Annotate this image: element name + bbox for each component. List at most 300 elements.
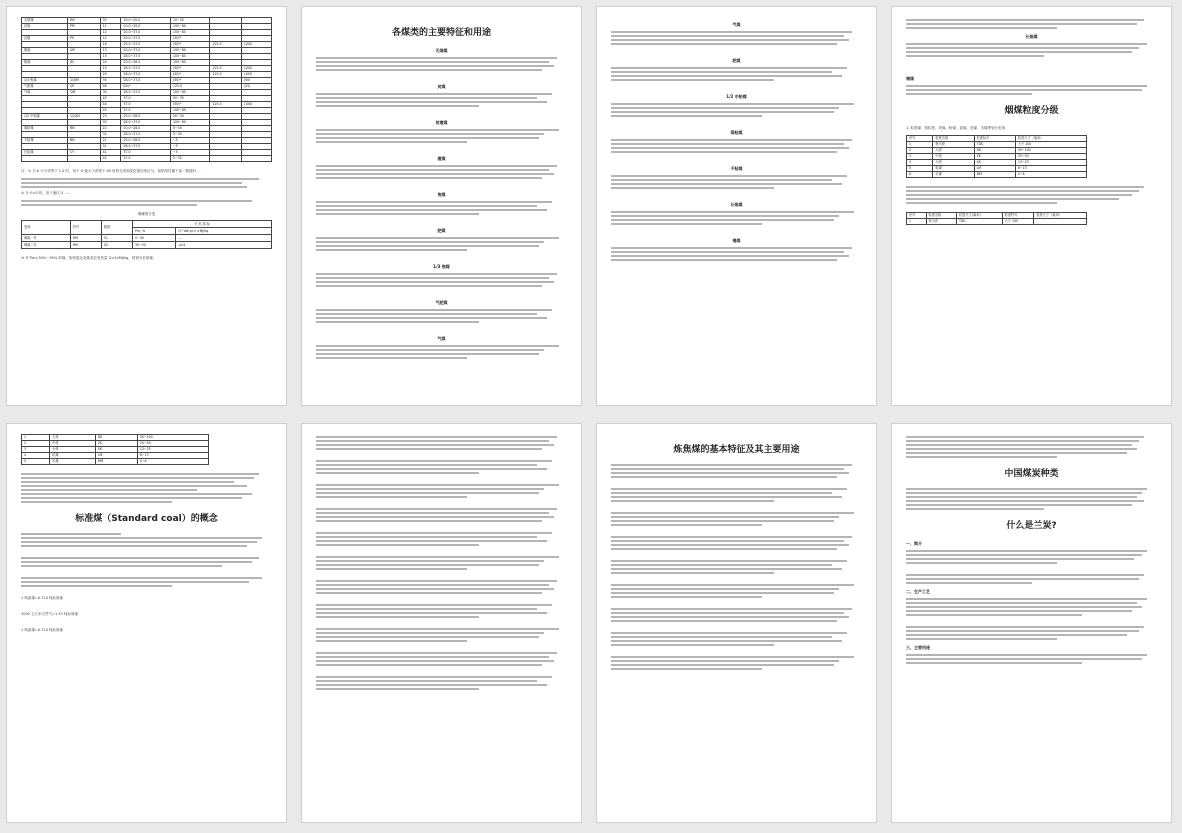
table-cell: ᐧ28.0~37.0 <box>120 144 170 150</box>
section-heading: 三、主要用途 <box>906 645 930 650</box>
table-cell <box>241 156 271 162</box>
text-line <box>316 484 559 486</box>
table-cell: 长焰煤 <box>22 150 68 156</box>
text-line <box>316 209 547 211</box>
page-7-title: 炼焦煤的基本特征及其主要用途 <box>673 445 800 455</box>
table-cell: (50)* <box>120 84 170 90</box>
table-cell: 大块 <box>933 148 974 154</box>
text-line <box>611 584 854 586</box>
table-cell: 大于 100 <box>1002 219 1034 225</box>
table-cell: 45 <box>100 108 120 114</box>
text-line <box>316 560 544 562</box>
table-cell: 1 <box>907 219 927 225</box>
text-line <box>316 688 479 690</box>
text-line <box>316 520 542 522</box>
table-cell: 25~50 <box>137 441 208 447</box>
text-line <box>611 183 842 185</box>
text-line <box>611 175 847 177</box>
text-line <box>611 620 837 622</box>
conversion-line: 1 吨原煤=0.714 吨标准煤 <box>21 628 63 632</box>
text-line <box>611 588 839 590</box>
text-line <box>316 592 542 594</box>
note-1: 注：① 当 b 小于或等于 1.0 时，用于 G 值大于或等于 85 时的分类和变化情况来区分，如粘结性属于某一数值时 ... <box>21 169 201 173</box>
text-line <box>316 69 542 71</box>
table-cell: 14 <box>100 36 120 42</box>
table-header-cell: 序号 <box>907 213 927 219</box>
table-cell: TDK <box>956 219 1002 225</box>
table-cell: MM <box>95 459 137 465</box>
page-5 <box>6 423 287 823</box>
cell: HM <box>70 235 101 242</box>
section-heading: 长焰煤 <box>1025 34 1038 39</box>
section-heading: 褐煤 <box>906 76 914 81</box>
table-cell: ᐧ20.0~28.0 <box>120 126 170 132</box>
table-cell: LM <box>95 453 137 459</box>
text-line <box>611 31 852 33</box>
text-line <box>316 628 559 630</box>
text-line <box>316 568 467 570</box>
text-line <box>316 564 539 566</box>
table-cell: (100) <box>241 72 271 78</box>
text-line <box>316 105 479 107</box>
cell: 30~50 <box>133 242 176 249</box>
table-cell: (100) <box>241 102 271 108</box>
table-cell: 3 <box>907 154 933 160</box>
table-cell: ᐧ10.0~20.0 <box>120 24 170 30</box>
text-line <box>316 684 547 686</box>
text-line <box>316 604 552 606</box>
table-cell: (100) <box>241 66 271 72</box>
text-line <box>611 644 774 646</box>
table-cell: (50)* <box>170 102 210 108</box>
table-header-cell: 粒度名称 <box>933 136 974 142</box>
text-line <box>316 205 537 207</box>
table-cell: PS <box>67 36 100 42</box>
page-2 <box>301 6 582 406</box>
text-line <box>611 179 832 181</box>
text-line <box>316 436 557 438</box>
table-cell: 6 <box>907 172 933 178</box>
text-line <box>611 43 837 45</box>
text-line <box>611 143 844 145</box>
text-line <box>611 568 842 570</box>
table-cell: 无烟煤 <box>22 18 68 24</box>
section-heading: 一、简介 <box>906 541 922 546</box>
page-7-body <box>611 464 862 678</box>
text-line <box>316 173 554 175</box>
text-line <box>316 676 552 678</box>
table-cell: TDK <box>974 142 1015 148</box>
table-cell: BN <box>67 138 100 144</box>
text-line <box>611 668 762 670</box>
table-cell: 11 <box>100 24 120 30</box>
page-4-intro: 1. 粒度煤：按粒度、块煤、粉煤、混煤、洗煤、末煤等划分类别： <box>906 126 1009 130</box>
table-cell: 50~100 <box>137 435 208 441</box>
section-heading: 褐煤 <box>732 238 741 243</box>
table-cell: 5~30 <box>170 132 210 138</box>
text-line <box>316 656 549 658</box>
text-line <box>316 588 554 590</box>
text-line <box>316 512 549 514</box>
text-line <box>316 448 542 450</box>
table-cell: ᐧ20.0~28.0 <box>120 60 170 66</box>
text-line <box>611 596 762 598</box>
text-line <box>316 169 549 171</box>
table-cell: 43 <box>100 96 120 102</box>
table-cell: (100) <box>241 42 271 48</box>
table-cell: ~5 <box>170 138 210 144</box>
text-line <box>316 492 539 494</box>
table-cell: PM <box>67 24 100 30</box>
page-6-body <box>316 436 567 698</box>
table-cell: 21 <box>100 138 120 144</box>
note-2: ② 分 G=0 时，用 f 值区分…… <box>21 191 71 195</box>
text-line <box>611 616 849 618</box>
text-line <box>611 255 849 257</box>
size-grade-table <box>906 135 1087 178</box>
table-cell: ᐧ20.0~28.0 <box>120 138 170 144</box>
table-cell: ᐧ28.0~37.0 <box>120 132 170 138</box>
table-cell: 50~100 <box>1015 148 1086 154</box>
text-line <box>316 580 557 582</box>
section-heading: 肥煤 <box>437 228 446 233</box>
text-line <box>316 93 552 95</box>
table-cell: 1/2ZN <box>67 114 100 120</box>
text-line <box>611 39 849 41</box>
table-cell: 50~30 <box>170 114 210 120</box>
text-line <box>611 540 844 542</box>
text-line <box>611 664 834 666</box>
table-cell: QM <box>67 90 100 96</box>
text-line <box>316 65 554 67</box>
table-cell: ZK <box>95 441 137 447</box>
cell: 52 <box>101 242 132 249</box>
table-cell <box>67 156 100 162</box>
table-cell: 气煤 <box>22 90 68 96</box>
table-cell: (50)* <box>170 36 210 42</box>
table-cell: 末煤 <box>50 459 96 465</box>
table-header-cell: 粒度尺寸（毫米） <box>1034 213 1086 219</box>
text-line <box>611 211 854 213</box>
table-cell: 特大块 <box>926 219 956 225</box>
section-heading: 贫瘦煤 <box>435 120 448 125</box>
table-cell: 中块 <box>50 441 96 447</box>
table-row <box>22 459 209 465</box>
th-q: Q^daf gr,v ×MJ/kg <box>176 228 272 235</box>
text-line <box>611 187 774 189</box>
table-cell: LM <box>974 166 1015 172</box>
cell: ≤24 <box>176 242 272 249</box>
text-line <box>316 345 559 347</box>
text-line <box>316 660 554 662</box>
page-2-title: 各煤类的主要特征和用途 <box>391 28 491 38</box>
table-cell: ᐧ20.0~37.0 <box>120 42 170 48</box>
section-heading: 无烟煤 <box>435 48 448 53</box>
text-line <box>611 215 839 217</box>
text-line <box>316 101 547 103</box>
table-cell: 特大块 <box>933 142 974 148</box>
table-cell: ~5 <box>170 150 210 156</box>
text-line <box>611 139 852 141</box>
text-line <box>316 664 542 666</box>
table-cell: (50)* <box>170 66 210 72</box>
table-cell: 弱粘煤 <box>22 126 68 132</box>
table-cell: XK <box>974 160 1015 166</box>
cell: 0~30 <box>133 235 176 242</box>
lignite-caption: 褐煤的分类 <box>137 212 156 216</box>
conversion-line: 1 吨原煤=0.714 吨标准煤 <box>21 596 63 600</box>
section-heading: 贫煤 <box>437 84 446 89</box>
text-line <box>611 592 834 594</box>
table-cell: (50)* <box>170 42 210 48</box>
table-cell: 100~80 <box>170 54 210 60</box>
section-heading: 二、生产工艺 <box>906 589 930 594</box>
table-cell: 125.0 <box>210 72 241 78</box>
table-cell: 5 <box>22 459 50 465</box>
page-7 <box>596 423 877 823</box>
text-line <box>611 79 774 81</box>
table-cell: (50)* <box>170 78 210 84</box>
page-3 <box>596 6 877 406</box>
table-cell: 1 <box>22 435 50 441</box>
text-line <box>611 476 837 478</box>
text-line <box>611 75 842 77</box>
lignite-table <box>21 220 272 249</box>
table-cell: 33 <box>100 120 120 126</box>
table-cell: 32 <box>100 132 120 138</box>
table-cell: ᐧ37.0 <box>120 150 170 156</box>
table-cell: 焦煤 <box>22 60 68 66</box>
text-line <box>316 249 467 251</box>
table-cell: 5 <box>907 166 933 172</box>
page-8-title-2: 什么是兰炭? <box>1006 521 1057 531</box>
text-line <box>611 656 854 658</box>
text-line <box>316 516 554 518</box>
table-cell: 13~25 <box>137 447 208 453</box>
table-cell: ᐧ20.0~37.0 <box>120 48 170 54</box>
text-line <box>316 353 539 355</box>
page-8 <box>891 423 1172 823</box>
table-cell: 贫瘦 <box>22 36 68 42</box>
table-cell: 100~80 <box>170 90 210 96</box>
section-heading: 1/3 焦煤 <box>433 264 450 269</box>
table-cell: 1 <box>907 142 933 148</box>
text-line <box>611 151 837 153</box>
table-cell: 5~35 <box>170 156 210 162</box>
table-cell: 12 <box>100 30 120 36</box>
text-line <box>316 97 537 99</box>
table-cell: 小块 <box>50 447 96 453</box>
table-cell <box>22 156 68 162</box>
table-header-cell: 粒度标号 <box>974 136 1015 142</box>
text-line <box>611 147 849 149</box>
table-cell: 贫煤 <box>22 24 68 30</box>
text-line <box>611 115 762 117</box>
table-cell: (50) <box>241 78 271 84</box>
text-line <box>316 237 559 239</box>
text-line <box>611 516 839 518</box>
page-5-title: 标准煤（Standard coal）的概念 <box>75 514 218 524</box>
text-line <box>316 177 542 179</box>
text-line <box>316 285 542 287</box>
cell: 褐煤二号 <box>22 242 71 249</box>
table-cell: 1/3JM <box>67 78 100 84</box>
table-cell: JM <box>67 60 100 66</box>
text-line <box>611 560 847 562</box>
text-line <box>316 508 557 510</box>
table-cell: RN <box>67 126 100 132</box>
page-2-body <box>316 47 567 367</box>
text-line <box>611 536 852 538</box>
text-line <box>316 57 557 59</box>
table-cell: ᐧ10.0~20.0 <box>120 18 170 24</box>
text-line <box>611 632 847 634</box>
cell: — <box>176 235 272 242</box>
table-cell: 0~6 <box>137 459 208 465</box>
table-cell: 42 <box>100 156 120 162</box>
text-line <box>316 241 544 243</box>
table-cell: (50)* <box>170 72 210 78</box>
table-cell: 15 <box>100 66 120 72</box>
text-line <box>316 460 552 462</box>
table-cell: 2 <box>907 148 933 154</box>
table-cell: 125.0 <box>210 66 241 72</box>
table-cell: ᐧ28.0~37.0 <box>120 78 170 84</box>
text-line <box>316 632 544 634</box>
table-cell: XK <box>95 447 137 453</box>
text-line <box>316 349 544 351</box>
table-cell: 100~80 <box>170 30 210 36</box>
table-cell: ᐧ20.0~37.0 <box>120 30 170 36</box>
text-line <box>316 584 549 586</box>
text-line <box>316 472 479 474</box>
table-cell: 6~13 <box>137 453 208 459</box>
table-cell <box>1034 219 1086 225</box>
table-cell: 25 <box>100 72 120 78</box>
th-category: 类别 <box>22 221 71 235</box>
text-line <box>611 251 844 253</box>
table-cell: CY <box>67 150 100 156</box>
text-line <box>611 512 854 514</box>
table-cell: 1/3 焦煤 <box>22 78 68 84</box>
section-heading: 肥煤 <box>732 58 741 63</box>
text-line <box>316 652 557 654</box>
table-cell: ᐧ37.0 <box>120 108 170 114</box>
table-cell: ᐧ20.0~28.0 <box>120 114 170 120</box>
table-cell: 粒煤 <box>50 453 96 459</box>
table-cell: 15 <box>100 54 120 60</box>
th-pm: Pm, % <box>133 228 176 235</box>
table-cell: 瘦煤 <box>22 48 68 54</box>
text-line <box>316 201 552 203</box>
table-cell: DK <box>95 435 137 441</box>
text-line <box>611 219 834 221</box>
text-line <box>611 548 837 550</box>
text-line <box>316 61 549 63</box>
table-cell: 大块 <box>50 435 96 441</box>
text-line <box>611 71 832 73</box>
th-symbol: 符号 <box>70 221 101 235</box>
text-line <box>611 492 832 494</box>
table-cell: 小块 <box>933 160 974 166</box>
table-cell: 25~50 <box>1015 154 1086 160</box>
text-line <box>316 680 537 682</box>
text-line <box>316 544 479 546</box>
section-heading: 长焰煤 <box>730 202 743 207</box>
section-heading: 弱粘煤 <box>730 130 743 135</box>
text-line <box>611 111 834 113</box>
text-line <box>316 317 547 319</box>
text-line <box>316 245 539 247</box>
table-cell: 100~80 <box>170 24 210 30</box>
table-cell: 13 <box>100 48 120 54</box>
table-cell: 4 <box>22 453 50 459</box>
table-header-cell: 粒度尺寸(毫米) <box>956 213 1002 219</box>
table-cell: 46 <box>100 84 120 90</box>
text-line <box>316 616 479 618</box>
text-line <box>316 165 557 167</box>
section-heading: 气肥煤 <box>435 300 448 305</box>
table-cell: 03 <box>100 18 120 24</box>
size-table-continued <box>21 434 209 465</box>
page-4 <box>891 6 1172 406</box>
table-cell: 大于 100 <box>1015 142 1086 148</box>
section-heading: 气煤 <box>437 336 446 341</box>
section-heading: 不粘煤 <box>730 166 743 171</box>
table-cell: 125.0 <box>210 102 241 108</box>
text-line <box>611 472 849 474</box>
table-cell: 粒煤 <box>933 166 974 172</box>
section-heading: 1/2 中粘煤 <box>726 94 747 99</box>
text-line <box>316 309 552 311</box>
table-row <box>22 156 272 162</box>
page-6 <box>301 423 582 823</box>
size-grade-table-2 <box>906 212 1087 225</box>
table-cell: 50~35 <box>170 96 210 102</box>
table-cell: 不粘煤 <box>22 138 68 144</box>
section-heading: 焦煤 <box>437 192 446 197</box>
cell: 51 <box>101 235 132 242</box>
text-line <box>316 273 557 275</box>
table-cell: ZK <box>974 154 1015 160</box>
table-cell: 24 <box>100 60 120 66</box>
table-cell: 35 <box>100 78 120 84</box>
table-cell: (25) <box>241 84 271 90</box>
text-line <box>611 107 839 109</box>
table-cell: 100~80 <box>170 108 210 114</box>
text-line <box>316 540 547 542</box>
table-cell: 125.0 <box>170 84 210 90</box>
th-code: 数码 <box>101 221 132 235</box>
table-cell: 22 <box>100 126 120 132</box>
table-cell: 1/2 中粘煤 <box>22 114 68 120</box>
text-line <box>611 223 762 225</box>
text-line <box>611 67 847 69</box>
text-line <box>316 532 552 534</box>
page-1 <box>6 6 287 406</box>
text-line <box>316 141 467 143</box>
table-cell: ᐧ28.0~37.0 <box>120 72 170 78</box>
text-line <box>611 247 852 249</box>
text-line <box>316 133 544 135</box>
text-line <box>611 496 842 498</box>
table-row <box>907 172 1087 178</box>
text-line <box>611 544 849 546</box>
table-cell: ᐧ37.0 <box>120 156 170 162</box>
text-line <box>316 137 539 139</box>
text-line <box>316 496 467 498</box>
table-cell: QF <box>67 84 100 90</box>
